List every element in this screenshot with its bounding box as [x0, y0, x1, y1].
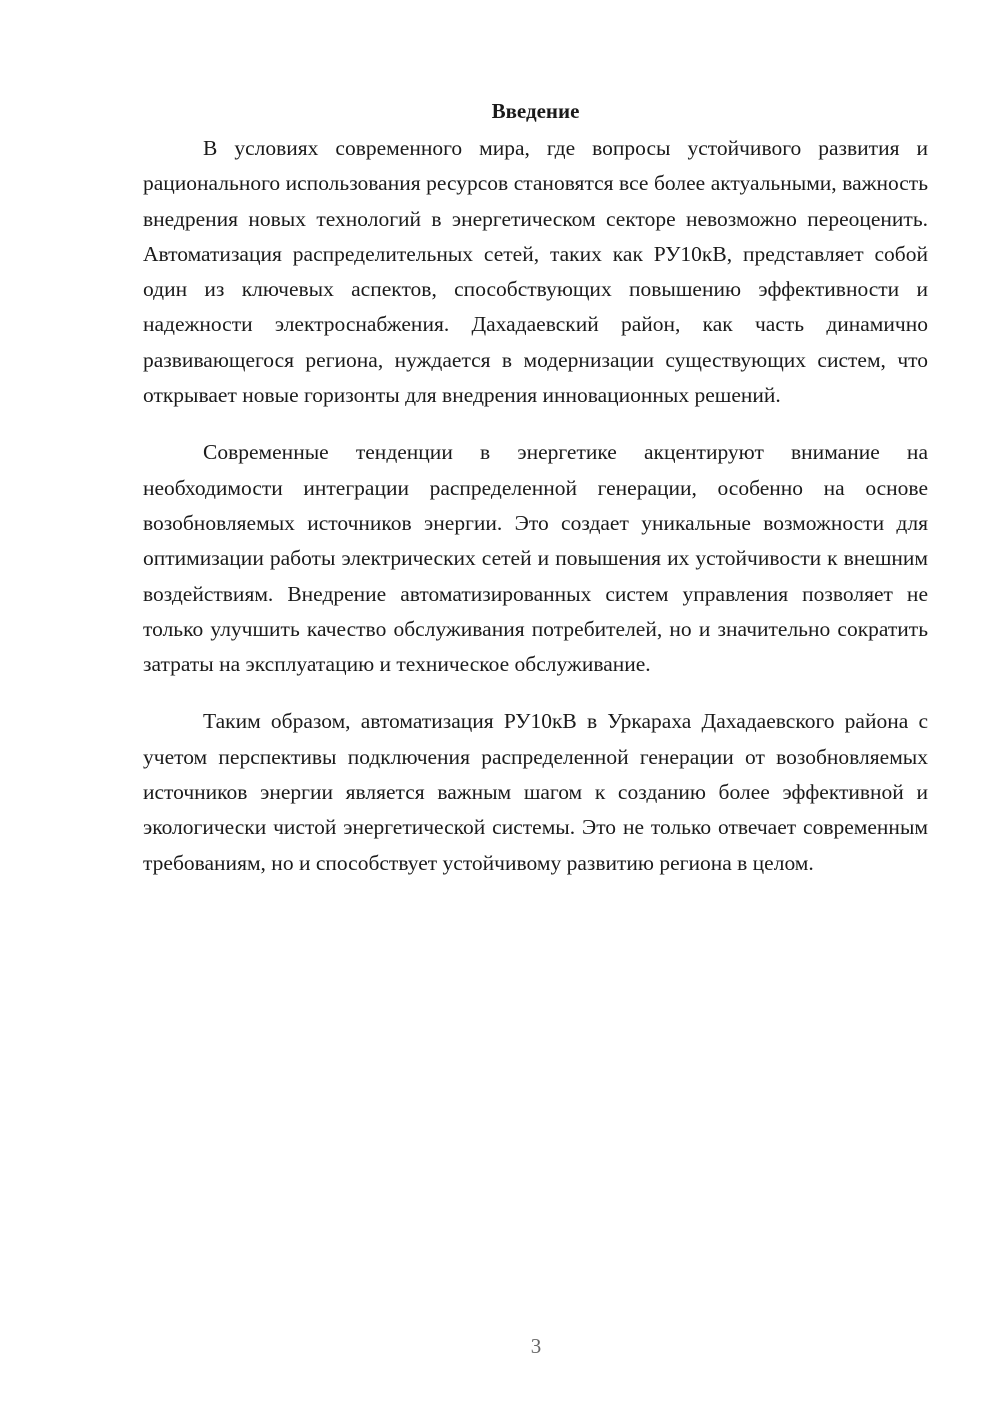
paragraph-3: Таким образом, автоматизация РУ10кВ в Уркараха Дахадаевского района с учетом перспективы подключения распределенной генерации от возобновляемых источников энергии является важным шагом к созданию более эффективной и экологически чистой энергетической системы. Это не только отвечает современным требованиям, но и способствует устойчивому развитию региона в целом.	[143, 709, 928, 875]
paragraph-2: Современные тенденции в энергетике акцентируют внимание на необходимости интеграции распределенной генерации, особенно на основе возобновляемых источников энергии. Это создает уникальные возможности для оптимизации работы электрических сетей и повышения их устойчивости к внешним воздействиям. Внедрение автоматизированных систем управления позволяет не только улучшить качество обслуживания потребителей, но и значительно сократить затраты на эксплуатацию и техническое обслуживание.	[143, 440, 928, 677]
page-number: 3	[530, 1334, 542, 1358]
paragraph-1: В условиях современного мира, где вопросы устойчивого развития и рационального использования ресурсов становятся все более актуальными, важность внедрения новых технологий в энергетическом секторе невозможно переоценить. Автоматизация распределительных сетей, таких как РУ10кВ, представляет собой один из ключевых аспектов, способствующих повышению эффективности и надежности электроснабжения. Дахадаевский район, как часть динамично развивающегося региона, нуждается в модернизации существующих систем, что открывает новые горизонты для внедрения инновационных решений.	[143, 136, 928, 408]
page-content	[143, 96, 928, 881]
section-title: Введение	[491, 99, 580, 123]
